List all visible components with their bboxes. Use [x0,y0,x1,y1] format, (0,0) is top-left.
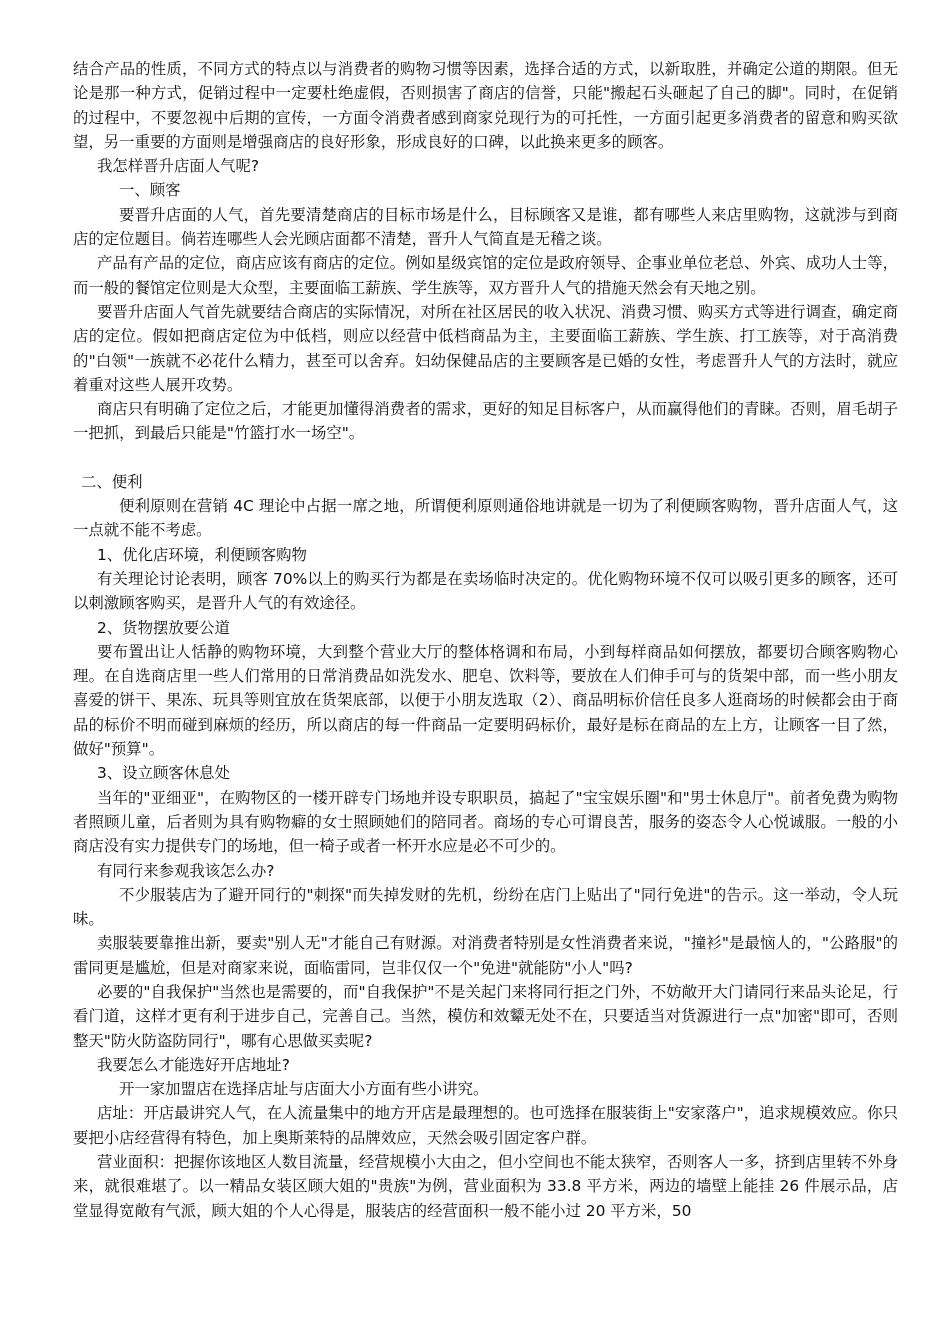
body-paragraph: 便利原则在营销 4C 理论中占据一席之地，所谓便利原则通俗地讲就是一切为了利便顾客购物，晋升店面人气，这一点就不能不考虑。 [73,497,898,540]
section-heading: 二、便利 [81,472,143,491]
body-paragraph: 有关理论讨论表明，顾客 70%以上的购买行为都是在卖场临时决定的。优化购物环境不仅可以吸引更多的顾客，还可以刺激顾客购买，是晋升人气的有效途径。 [73,569,898,613]
body-paragraph: 店址：开店最讲究人气，在人流量集中的地方开店是最理想的。也可选择在服装街上"安家落户"，追求规模效应。你只要把小店经营得有特色，加上奥斯莱特的品牌效应，天然会吸引固定客户群。 [73,1104,898,1147]
body-paragraph: 卖服装要靠推出新，要卖"别人无"才能自己有财源。对消费者特别是女性消费者来说，"撞衫"是最恼人的，"公路服"的雷同更是尴尬，但是对商家来说，面临雷同，岂非仅仅一个"免进"就能防"小人"吗? [73,934,898,977]
body-paragraph: 开一家加盟店在选择店址与店面大小方面有些小讲究。 [119,1080,489,1099]
section-heading: 有同行来参观我该怎么办? [97,861,275,880]
body-paragraph: 要晋升店面人气首先就要结合商店的实际情况，对所在社区居民的收入状况、消费习惯、购买方式等进行调查，确定商店的定位。假如把商店定位为中低档，则应以经营中低档商品为主，主要面临工薪族、学生族、打工族等，对于高消费的"白领"一族就不必花什么精力，甚至可以舍弃。妇幼保健品店的主要顾客是已婚的女性，考虑晋升人气的方法时，就应着重对这些人展开攻势。 [73,302,898,394]
section-heading: 一、顾客 [119,181,181,200]
body-paragraph: 营业面积：把握你该地区人数目流量，经营规模小大由之，但小空间也不能太狭窄，否则客人一多，挤到店里转不外身来，就很难堪了。以一精品女装区顾大姐的"贵族"为例，营业面积为 33.8 平方米，两边的墙壁上能挂 26 件展示品，店堂显得宽敞有气派，顾大姐的个人心得是，服装店的经营面积一般不能小过 20 平方米，50 [73,1153,898,1220]
section-heading: 2、货物摆放要公道 [97,618,230,637]
body-paragraph: 当年的"亚细亚"，在购物区的一楼开辟专门场地并设专职职员，搞起了"宝宝娱乐圈"和"男士休息厅"。前者免费为购物者照顾儿童，后者则为具有购物癖的女士照顾她们的陪同者。商场的专心可谓良苦，服务的姿态令人心悦诚服。一般的小商店没有实力提供专门的场地，但一椅子或者一杯开水应是必不可少的。 [73,788,898,856]
section-heading: 我要怎么才能选好开店地址? [97,1055,290,1074]
body-paragraph: 要晋升店面的人气，首先要清楚商店的目标市场是什么，目标顾客又是谁，都有哪些人来店里购物，这就涉与到商店的定位题目。倘若连哪些人会光顾店面都不清楚，晋升人气简直是无稽之谈。 [73,205,898,249]
section-heading: 3、设立顾客休息处 [97,764,230,783]
body-paragraph: 产品有产品的定位，商店应该有商店的定位。例如星级宾馆的定位是政府领导、企事业单位老总、外宾、成功人士等，而一般的餐馆定位则是大众型，主要面临工薪族、学生族等，双方晋升人气的措施天然会有天地之别。 [73,254,898,297]
section-heading: 我怎样晋升店面人气呢? [97,157,260,176]
body-paragraph: 不少服装店为了避开同行的"刺探"而失掉发财的先机，纷纷在店门上贴出了"同行免进"的告示。这一举动，令人玩味。 [73,885,898,929]
body-paragraph: 必要的"自我保护"当然也是需要的，而"自我保护"不是关起门来将同行拒之门外，不妨敞开大门请同行来品头论足，行看门道，这样才更有利于进步自己，完善自己。当然，模仿和效颦无处不在，只要适当对货源进行一点"加密"即可，否则整天"防火防盗防同行"，哪有心思做买卖呢? [73,982,898,1050]
body-paragraph: 结合产品的性质，不同方式的特点以与消费者的购物习惯等因素，选择合适的方式，以新取胜，并确定公道的期限。但无论是那一种方式，促销过程中一定要杜绝虚假，否则损害了商店的信誉，只能"搬起石头砸起了自己的脚"。同时，在促销的过程中，不要忽视中后期的宣传，一方面令消费者感到商家兑现行为的可托性，一方面引起更多消费者的留意和购买欲望，另一重要的方面则是增强商店的良好形象，形成良好的口碑，以此换来更多的顾客。 [73,60,898,151]
body-paragraph: 商店只有明确了定位之后，才能更加懂得消费者的需求，更好的知足目标客户，从而赢得他们的青睐。否则，眉毛胡子一把抓，到最后只能是"竹篮打水一场空"。 [73,400,898,443]
body-paragraph: 要布置出让人恬静的购物环境，大到整个营业大厅的整体格调和布局，小到每样商品如何摆放，都要切合顾客购物心理。在自选商店里一些人们常用的日常消费品如洗发水、肥皂、饮料等，要放在人们伸手可与的货架中部，而一些小朋友喜爱的饼干、果冻、玩具等则宜放在货架底部，以便于小朋友选取（2）、商品明标价信任良多人逛商场的时候都会由于商品的标价不明而碰到麻烦的经历，所以商店的每一件商品一定要明码标价，最好是标在商品的左上方，让顾客一目了然，做好"预算"。 [73,642,898,759]
paragraph-spacer [73,446,898,470]
section-heading: 1、优化店环境，利便顾客购物 [97,545,307,564]
